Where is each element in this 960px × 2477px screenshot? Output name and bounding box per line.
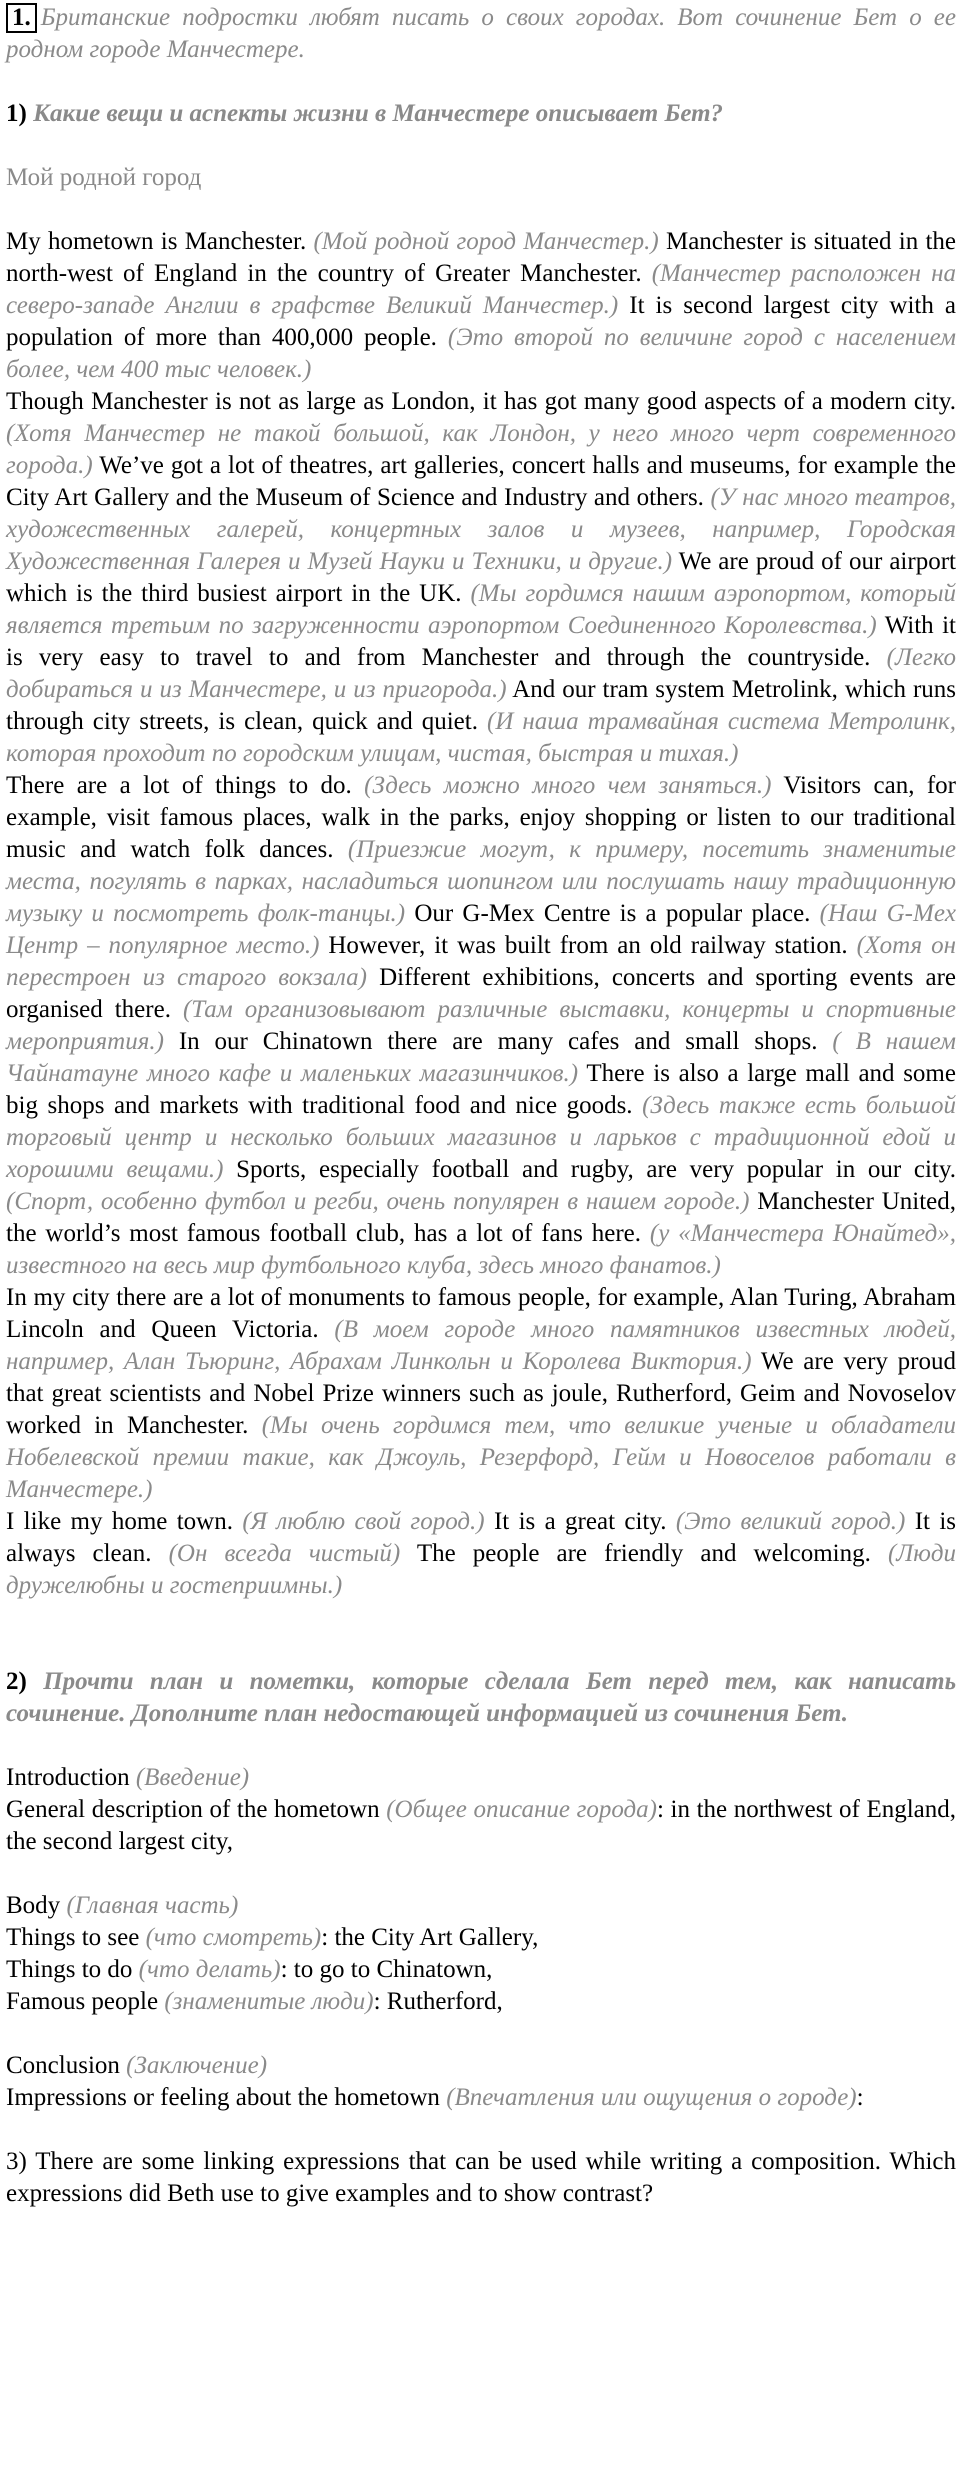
essay-paragraph-2 (6, 386, 956, 770)
plan-introduction-heading (6, 1762, 956, 1794)
sentence-ru: (Там организовывают различные выставки, концерты и спортивные мероприятия.) (6, 996, 956, 1055)
sentence-ru: (Я люблю свой город.) (242, 1508, 485, 1535)
sentence-ru: (У нас много театров, художественных галерей, концертных залов и музеев, например, Городская Художественная Галерея и Музей Науки и Техники, и другие.) (6, 484, 957, 575)
spacer (6, 66, 956, 98)
plan-conclusion-heading (6, 2050, 956, 2082)
sentence-ru: (Мой родной город Манчестер.) (313, 228, 659, 255)
sentence-en: However, it was built from an old railway station. (328, 932, 848, 959)
sentence-en: My hometown is Manchester. (6, 228, 307, 255)
sentence-ru: (Спорт, особенно футбол и регби, очень популярен в нашем городе.) (6, 1188, 750, 1215)
spacer (6, 2018, 956, 2050)
sentence-ru: (В моем городе много памятников известных людей, например, Алан Тьюринг, Абрахам Линкольн и Королева Виктория.) (6, 1316, 957, 1375)
sentence-en: I like my home town. (6, 1508, 233, 1535)
plan-heading-ru: (Введение) (135, 1764, 250, 1791)
sentence-ru: (Мы гордимся нашим аэропортом, который является третьим по загруженности аэропортом Соединенного Королевства.) (6, 580, 957, 639)
question-3 (6, 2146, 956, 2210)
sentence-ru: (Здесь также есть большой торговый центр и несколько больших магазинов и ларьков с традиционной едой и хорошими вещами.) (6, 1092, 956, 1183)
plan-item-en: Things to do (6, 1956, 133, 1983)
sentence-ru: (Манчестер расположен на северо-западе Англии в графстве Великий Манчестер.) (6, 260, 956, 319)
plan-item-en: Famous people (6, 1988, 159, 2015)
sentence-ru: (Люди дружелюбны и гостеприимны.) (6, 1540, 956, 1599)
plan-item-en: Impressions or feeling about the hometown (6, 2084, 440, 2111)
sentence-en: It is always clean. (6, 1508, 957, 1567)
plan-famous-people (6, 1986, 956, 2018)
sentence-ru: (Хотя он перестроен из старого вокзала) (6, 932, 957, 991)
sentence-en: Though Manchester is not as large as London, it has got many good aspects of a modern city. (6, 388, 956, 415)
sentence-ru: (Мы очень гордимся тем, что великие ученые и обладатели Нобелевской премии такие, как Джоуль, Резерфорд, Гейм и Новоселов работали в Манчестере.) (6, 1412, 956, 1503)
essay-paragraph-3 (6, 770, 956, 1282)
question-2-text: Прочти план и пометки, которые сделала Бет перед тем, как написать сочинение. Дополните план недостающей информацией из сочинения Бет. (6, 1668, 957, 1727)
sentence-en: Sports, especially football and rugby, are very popular in our city. (236, 1156, 957, 1183)
sentence-en: And our tram system Metrolink, which runs through city streets, is clean, quick and quiet. (6, 676, 957, 735)
sentence-en: Our G-Mex Centre is a popular place. (414, 900, 811, 927)
question-2 (6, 1666, 956, 1730)
spacer (6, 1858, 956, 1890)
plan-item-answer: : the City Art Gallery, (321, 1924, 539, 1951)
spacer (6, 130, 956, 162)
plan-impressions (6, 2082, 956, 2114)
question-1-text: Какие вещи и аспекты жизни в Манчестере описывает Бет? (33, 100, 724, 127)
plan-heading-en: Introduction (6, 1764, 130, 1791)
plan-things-to-see (6, 1922, 956, 1954)
plan-item-ru: (знаменитые люди) (164, 1988, 374, 2015)
spacer (6, 2114, 956, 2146)
sentence-ru: (Это великий город.) (675, 1508, 906, 1535)
plan-item-answer: : (856, 2084, 864, 2111)
sentence-ru: (Легко добираться и из Манчестере, и из пригорода.) (6, 644, 957, 703)
sentence-ru: (И наша трамвайная система Метролинк, которая проходит по городским улицам, чистая, быстрая и тихая.) (6, 708, 956, 767)
sentence-en: We’ve got a lot of theatres, art galleries, concert halls and museums, for example the City Art Gallery and the Museum of Science and Industry and others. (6, 452, 957, 511)
plan-item-ru: (Общее описание города) (386, 1796, 657, 1823)
sentence-en: There is also a large mall and some big shops and markets with traditional food and nice goods. (6, 1060, 956, 1119)
question-2-number: 2) (6, 1668, 27, 1695)
exercise-number: 1. (6, 3, 37, 33)
sentence-en: There are a lot of things to do. (6, 772, 352, 799)
essay-paragraph-4 (6, 1282, 956, 1506)
plan-item-ru: (Впечатления или ощущения о городе) (446, 2084, 857, 2111)
plan-general-description (6, 1794, 956, 1858)
sentence-en: Visitors can, for example, visit famous places, walk in the parks, enjoy shopping or listen to our traditional music and watch folk dances. (6, 772, 956, 863)
sentence-ru: (Хотя Манчестер не такой большой, как Лондон, у него много черт современного города.) (6, 420, 956, 479)
essay-paragraph-5 (6, 1506, 956, 1602)
question-3-text: 3) There are some linking expressions that can be used while writing a composition. Which expressions did Beth use to give examples and to show contrast? (6, 2148, 956, 2207)
plan-things-to-do (6, 1954, 956, 1986)
document-page (0, 2, 960, 2477)
plan-item-ru: (что делать) (138, 1956, 281, 1983)
plan-item-answer: : in the northwest of England, the second largest city, (6, 1796, 957, 1855)
plan-item-ru: (что смотреть) (145, 1924, 322, 1951)
essay-paragraph-1 (6, 226, 956, 386)
plan-heading-en: Conclusion (6, 2052, 120, 2079)
sentence-ru: ( В нашем Чайнатауне много кафе и маленьких магазинчиков.) (6, 1028, 956, 1087)
sentence-ru: (Наш G-Mex Центр – популярное место.) (6, 900, 957, 959)
sentence-en: We are proud of our airport which is the third busiest airport in the UK. (6, 548, 956, 607)
sentence-en: With it is very easy to travel to and from Manchester and through the countryside. (6, 612, 956, 671)
plan-item-answer: : Rutherford, (373, 1988, 503, 2015)
essay-title: Мой родной город (6, 164, 202, 191)
plan-heading-en: Body (6, 1892, 61, 1919)
sentence-en: In my city there are a lot of monuments to famous people, for example, Alan Turing, Abraham Lincoln and Queen Victoria. (6, 1284, 956, 1343)
intro-text: Британские подростки любят писать о своих городах. Вот сочинение Бет о ее родном городе Манчестере. (6, 4, 956, 63)
sentence-en: It is a great city. (493, 1508, 667, 1535)
sentence-en: In our Chinatown there are many cafes and small shops. (178, 1028, 818, 1055)
plan-item-en: General description of the hometown (6, 1796, 380, 1823)
sentence-en: It is second largest city with a population of more than 400,000 people. (6, 292, 956, 351)
sentence-en: Manchester United, the world’s most famous football club, has a lot of fans here. (6, 1188, 956, 1247)
intro-paragraph (6, 2, 956, 66)
spacer (6, 1730, 956, 1762)
spacer (6, 194, 956, 226)
question-1 (6, 98, 956, 130)
sentence-ru: (Это второй по величине город с населением более, чем 400 тыс человек.) (6, 324, 956, 383)
plan-heading-ru: (Главная часть) (66, 1892, 239, 1919)
sentence-en: Manchester is situated in the north-west of England in the country of Greater Manchester. (6, 228, 957, 287)
sentence-en: We are very proud that great scientists and Nobel Prize winners such as joule, Rutherford, Geim and Novoselov worked in Manchester. (6, 1348, 956, 1439)
sentence-ru: (у «Манчестера Юнайтед», известного на весь мир футбольного клуба, здесь много фанатов.) (6, 1220, 956, 1279)
plan-item-en: Things to see (6, 1924, 140, 1951)
sentence-en: The people are friendly and welcoming. (416, 1540, 871, 1567)
sentence-en: Different exhibitions, concerts and sporting events are organised there. (6, 964, 956, 1023)
question-1-number: 1) (6, 100, 27, 127)
spacer (6, 1602, 956, 1666)
sentence-ru: (Он всегда чистый) (168, 1540, 401, 1567)
sentence-ru: (Приезжие могут, к примеру, посетить знаменитые места, погулять в парках, насладиться шопингом или послушать нашу традиционную музыку и посмотреть фолк-танцы.) (6, 836, 957, 927)
plan-body-heading (6, 1890, 956, 1922)
plan-item-answer: : to go to Chinatown, (280, 1956, 493, 1983)
sentence-ru: (Здесь можно много чем заняться.) (364, 772, 772, 799)
plan-heading-ru: (Заключение) (126, 2052, 268, 2079)
